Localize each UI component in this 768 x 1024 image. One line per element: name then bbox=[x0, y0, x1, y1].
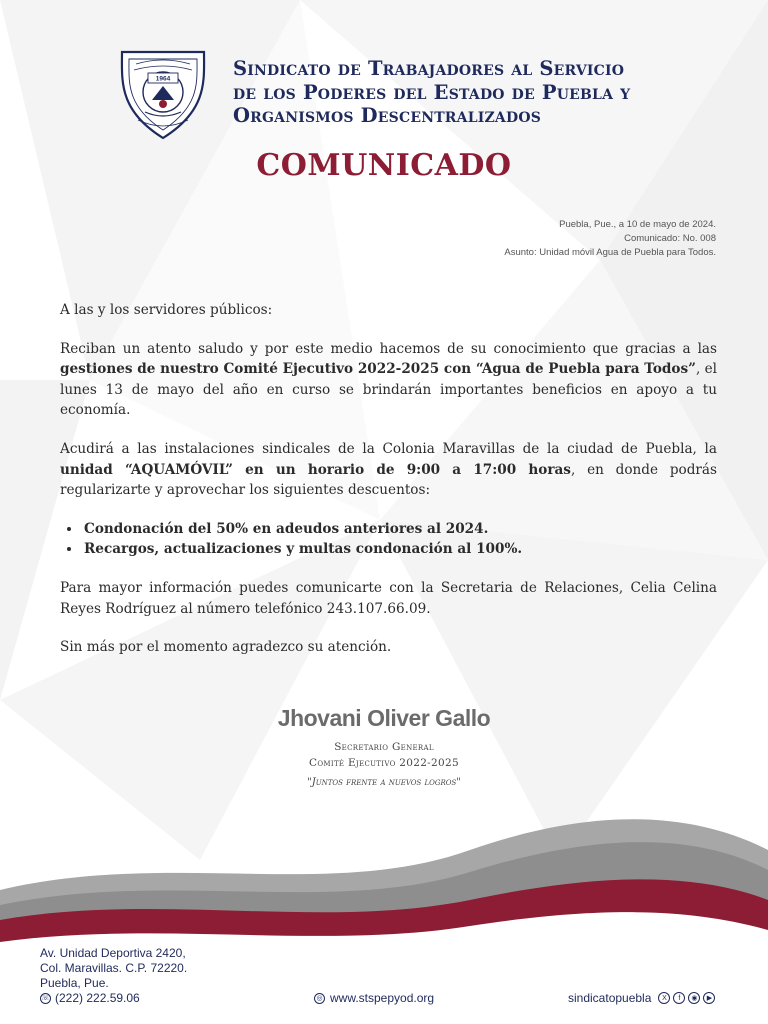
place-date: Puebla, Pue., a 10 de mayo de 2024. bbox=[559, 219, 716, 230]
discount-item: • Recargos, actualizaciones y multas condonación al 100%. bbox=[82, 539, 717, 560]
social-handle[interactable]: sindicatopuebla bbox=[568, 991, 652, 1005]
address-line-1: Av. Unidad Deportiva 2420, bbox=[40, 946, 186, 960]
x-icon[interactable]: X bbox=[658, 992, 670, 1004]
letter-body bbox=[60, 300, 717, 676]
youtube-icon[interactable]: ▶ bbox=[703, 992, 715, 1004]
org-name-line-3: Organismos Descentralizados bbox=[233, 104, 542, 127]
document-meta bbox=[504, 218, 716, 260]
paragraph-2: Acudirá a las instalaciones sindicales de la Colonia Maravillas de la ciudad de Puebla, la unidad “AQUAMÓVIL” en un horario de 9:00 a 17:00 horas, en donde podrás regularizarte y aprovechar los siguientes descuentos: bbox=[60, 440, 717, 499]
address-line-2: Col. Maravillas. C.P. 72220. bbox=[40, 961, 188, 975]
phone-icon: ☏ bbox=[41, 995, 50, 1002]
phone-number[interactable]: (222) 222.59.06 bbox=[55, 991, 140, 1005]
footer-waves bbox=[0, 780, 768, 1024]
closing: Sin más por el momento agradezco su atención. bbox=[60, 639, 392, 656]
globe-icon: ◎ bbox=[314, 993, 325, 1004]
signatory-name: Jhovani Oliver Gallo bbox=[277, 705, 491, 731]
subject: Asunto: Unidad móvil Agua de Puebla para Todos. bbox=[504, 247, 716, 258]
signatory-role: Secretario General bbox=[334, 741, 434, 753]
greeting: A las y los servidores públicos: bbox=[60, 302, 273, 318]
paragraph-1: Reciban un atento saludo y por este medio hacemos de su conocimiento que gracias a las gestiones de nuestro Comité Ejecutivo 2022-2025 con “Agua de Puebla para Todos”, el lunes 13 de mayo del año en curso se brindarán importantes beneficios en apoyo a tu economía. bbox=[60, 340, 717, 419]
website-link[interactable]: www.stspepyod.org bbox=[330, 991, 435, 1005]
org-name-line-1: Sindicato de Trabajadores al Servicio bbox=[233, 57, 625, 80]
paragraph-3: Para mayor información puedes comunicarte con la Secretaria de Relaciones, Celia Celina Reyes Rodríguez al número telefónico 243.107.66.09. bbox=[60, 579, 717, 617]
instagram-icon[interactable]: ◉ bbox=[688, 992, 700, 1004]
motto: "Juntos frente a nuevos logros" bbox=[307, 777, 461, 788]
committee: Comité Ejecutivo 2022-2025 bbox=[309, 757, 459, 769]
communique-number: Comunicado: No. 008 bbox=[624, 233, 716, 244]
org-name-line-2: de los Poderes del Estado de Puebla y bbox=[233, 80, 631, 104]
discount-list bbox=[60, 519, 717, 560]
address-line-3: Puebla, Pue. bbox=[40, 976, 109, 990]
facebook-icon[interactable]: f bbox=[673, 992, 685, 1004]
union-logo bbox=[112, 40, 214, 142]
document-title: COMUNICADO bbox=[256, 148, 512, 183]
logo-year: 1964 bbox=[155, 75, 171, 83]
discount-item: • Condonación del 50% en adeudos anteriores al 2024. bbox=[82, 519, 717, 540]
organization-name bbox=[233, 57, 733, 128]
